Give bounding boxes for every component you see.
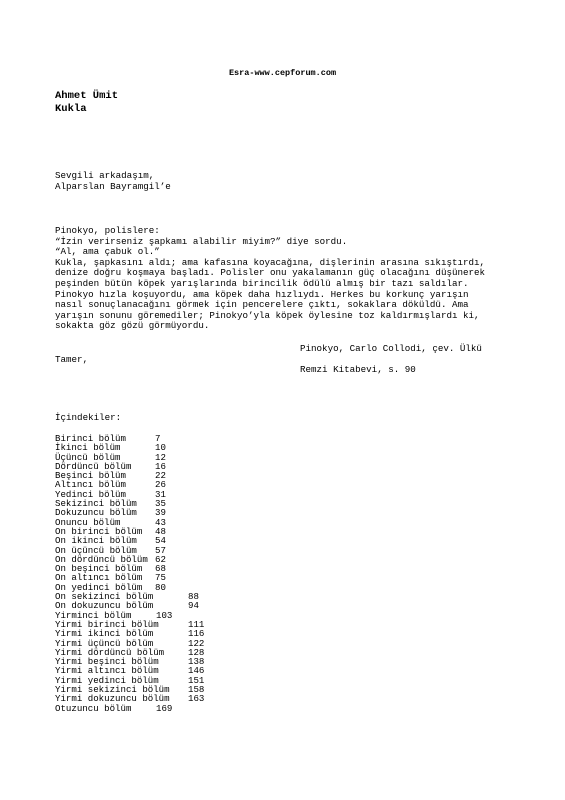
toc-page-number: 35: [155, 498, 166, 510]
dedication-line: Sevgili arkadaşım,: [55, 170, 155, 181]
toc-page-number: 88: [188, 591, 199, 603]
book-title: Kukla: [55, 103, 87, 115]
toc-chapter-title: On birinci bölüm: [55, 525, 143, 537]
epigraph: [55, 226, 485, 332]
toc-page-number: 62: [155, 553, 166, 565]
toc-chapter-title: Yirmi ikinci bölüm: [55, 628, 154, 640]
epigraph-line: Pinokyo hızla koşuyordu, ama köpek daha hızlıydı. Herkes bu korkunç yarışın: [55, 288, 469, 300]
toc-page-number: 22: [155, 470, 166, 482]
toc-chapter-title: On dokuzuncu bölüm: [55, 600, 154, 612]
toc-page-number: 146: [188, 665, 205, 677]
toc-chapter-title: On üçüncü bölüm: [55, 544, 137, 556]
site-header: Esra-www.cepforum.com: [228, 68, 337, 78]
toc-chapter-title: Yirmi yedinci bölüm: [55, 674, 159, 686]
toc-chapter-title: Yirminci bölüm: [55, 609, 132, 621]
epigraph-source-line2: Remzi Kitabevi, s. 90: [300, 364, 416, 375]
toc-page-number: 10: [155, 442, 166, 454]
epigraph-line: sokakta göz gözü görmüyordu.: [55, 320, 210, 332]
toc-page-number: 75: [155, 572, 166, 584]
toc-page-number: 7: [155, 433, 161, 444]
epigraph-line: denize doğru koşmaya başladı. Polisler onu yakalamanın güç olacağını düşünerek: [55, 267, 486, 279]
toc-chapter-title: Birinci bölüm: [55, 433, 126, 444]
epigraph-line: peşinden bütün köpek yarışlarında birincilik ödülü almış bir tazı saldılar.: [55, 277, 469, 289]
toc-chapter-title: Otuzuncu bölüm: [55, 702, 132, 714]
toc-chapter-title: On beşinci bölüm: [55, 563, 143, 575]
toc-heading: İçindekiler:: [55, 412, 122, 423]
toc-page-number: 116: [188, 628, 205, 640]
toc-chapter-title: Sekizinci bölüm: [55, 498, 137, 510]
toc-page-number: 48: [155, 525, 166, 537]
epigraph-line: “Al, ama çabuk ol.”: [55, 246, 160, 258]
toc-page-number: 26: [155, 479, 166, 491]
toc-chapter-title: Dokuzuncu bölüm: [55, 507, 137, 519]
toc-page-number: 122: [188, 637, 205, 649]
toc-page-number: 163: [188, 693, 205, 705]
toc-chapter-title: Yirmi sekizinci bölüm: [55, 684, 170, 696]
dedication: [55, 171, 171, 192]
toc-page-number: 80: [155, 581, 166, 593]
epigraph-line: nasıl sonuçlanacağını görmek için pencerelere çıktı, sokaklara döküldü. Ama: [55, 299, 469, 311]
toc-chapter-title: Dördüncü bölüm: [55, 460, 132, 472]
epigraph-line: “İzin verirseniz şapkamı alabilir miyim?” diye sordu.: [55, 235, 348, 247]
author-name: Ahmet Ümit: [55, 90, 119, 102]
toc-chapter-title: On ikinci bölüm: [55, 535, 137, 547]
toc-page-number: 12: [155, 451, 166, 463]
toc-page-number: 39: [155, 507, 166, 519]
dedication-line: Alparslan Bayramgil’e: [55, 180, 171, 192]
toc-page-number: 68: [155, 563, 166, 575]
toc-chapter-title: Beşinci bölüm: [55, 470, 126, 482]
toc-chapter-title: Yirmi birinci bölüm: [55, 618, 159, 630]
toc-page-number: 57: [155, 544, 166, 556]
toc-chapter-title: İkinci bölüm: [55, 442, 121, 454]
toc-page-number: 169: [156, 702, 173, 714]
toc-chapter-title: Altıncı bölüm: [55, 479, 126, 491]
epigraph-line: yarışın sonunu göremediler; Pinokyo’yla köpek öylesine toz kaldırmışlardı ki,: [55, 309, 480, 321]
toc-chapter-title: Onuncu bölüm: [55, 516, 121, 528]
toc-page-number: 54: [155, 535, 166, 547]
toc-chapter-title: On sekizinci bölüm: [55, 591, 154, 603]
toc-chapter-title: Yirmi dokuzuncu bölüm: [55, 693, 170, 705]
toc-page-number: 43: [155, 516, 166, 528]
toc-page-number: 16: [155, 460, 166, 472]
epigraph-source-name: Tamer,: [55, 354, 89, 365]
toc-page-number: 151: [188, 674, 205, 686]
toc-chapter-title: On altıncı bölüm: [55, 572, 143, 584]
toc-page-number: 103: [156, 609, 173, 621]
toc-chapter-title: Yirmi altıncı bölüm: [55, 665, 159, 677]
epigraph-line: Kukla, şapkasını aldı; ama kafasına koyacağına, dişlerinin arasına sıkıştırdı,: [55, 256, 486, 268]
toc-chapter-title: Yirmi üçüncü bölüm: [55, 637, 154, 649]
toc-chapter-title: Yirmi dördüncü bölüm: [55, 646, 165, 658]
toc-page-number: 128: [188, 646, 205, 658]
toc-chapter-title: Yirmi beşinci bölüm: [55, 656, 159, 668]
toc-page-number: 111: [188, 618, 205, 630]
toc-chapter-title: On dördüncü bölüm: [55, 553, 148, 565]
toc-chapter-title: On yedinci bölüm: [55, 581, 143, 593]
epigraph-line: Pinokyo, polislere:: [55, 225, 160, 236]
toc-page-number: 31: [155, 488, 166, 500]
toc-page-number: 94: [188, 600, 199, 612]
toc-page-number: 158: [188, 684, 205, 696]
toc-chapter-title: Yedinci bölüm: [55, 488, 126, 500]
toc-page-number: 138: [188, 656, 205, 668]
toc-chapter-title: Üçüncü bölüm: [55, 451, 121, 463]
epigraph-source-line1: Pinokyo, Carlo Collodi, çev. Ülkü: [300, 343, 482, 354]
